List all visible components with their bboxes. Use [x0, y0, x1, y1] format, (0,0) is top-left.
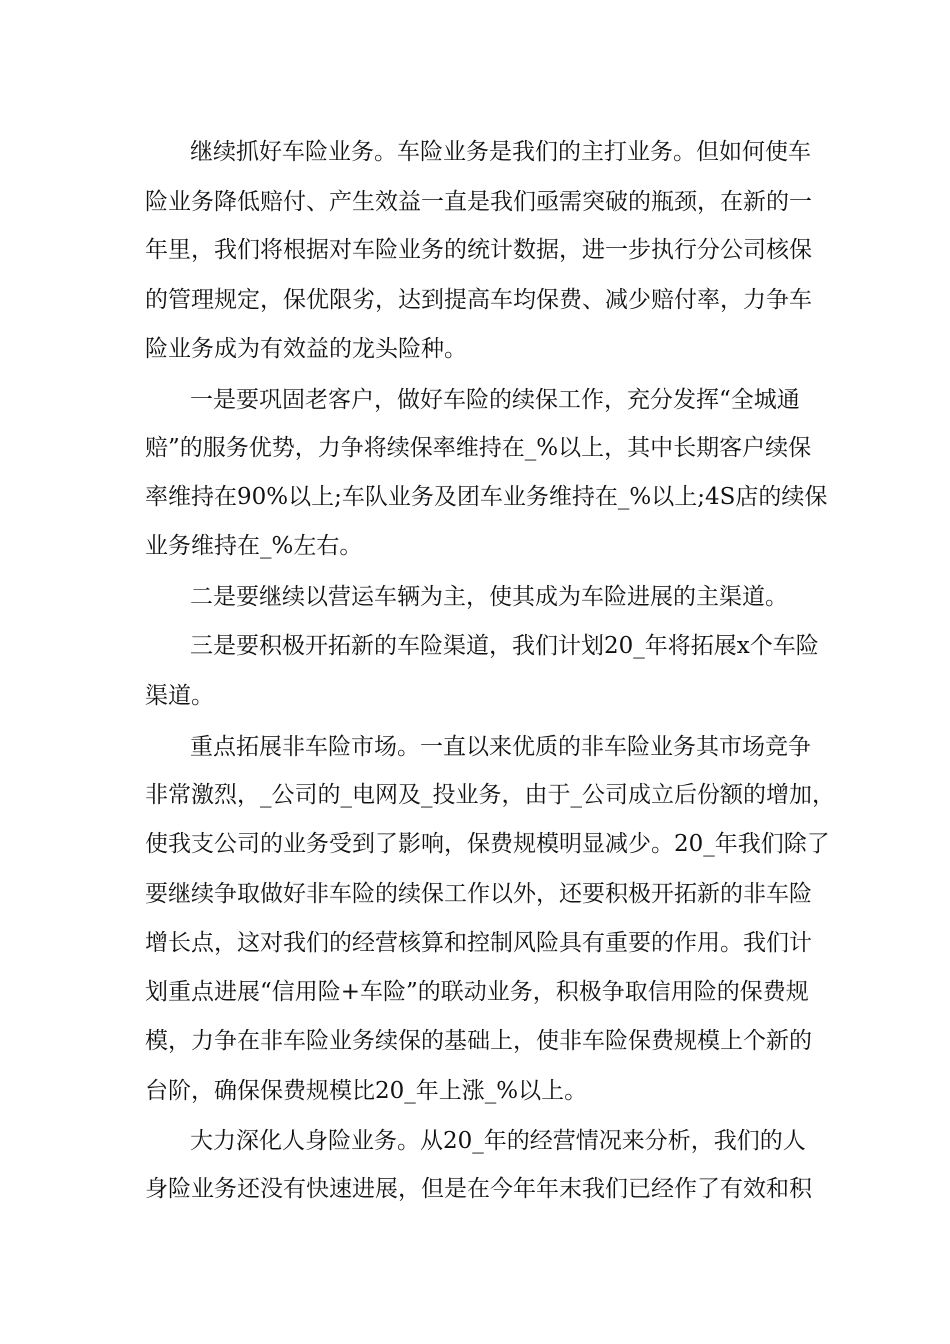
paragraph-6-line-2: 身险业务还没有快速进展，但是在今年年末我们已经作了有效和积 [145, 1176, 812, 1202]
paragraph-3-line-1: 二是要继续以营运车辆为主，使其成为车险进展的主渠道。 [190, 584, 788, 610]
paragraph-1-line-1: 继续抓好车险业务。车险业务是我们的主打业务。但如何使车 [190, 139, 811, 165]
paragraph-2-line-3: 率维持在90%以上;车队业务及团车业务维持在_%以上;4S店的续保 [145, 484, 828, 510]
paragraph-5-line-6: 划重点进展“信用险+车险”的联动业务，积极争取信用险的保费规 [145, 979, 809, 1005]
paragraph-5-line-3: 使我支公司的业务受到了影响，保费规模明显减少。20_年我们除了 [145, 831, 830, 857]
paragraph-6-line-1: 大力深化人身险业务。从20_年的经营情况来分析，我们的人 [190, 1128, 806, 1154]
paragraph-4-line-2: 渠道。 [145, 683, 214, 709]
paragraph-5-line-5: 增长点，这对我们的经营核算和控制风险具有重要的作用。我们计 [145, 930, 812, 956]
paragraph-1-line-2: 险业务降低赔付、产生效益一直是我们亟需突破的瓶颈，在新的一 [145, 189, 812, 215]
paragraph-5-line-8: 台阶，确保保费规模比20_年上涨_%以上。 [145, 1078, 588, 1104]
paragraph-4-line-1: 三是要积极开拓新的车险渠道，我们计划20_年将拓展x个车险 [190, 633, 819, 659]
paragraph-5-line-4: 要继续争取做好非车险的续保工作以外，还要积极开拓新的非车险 [145, 881, 812, 907]
paragraph-5-line-7: 模，力争在非车险业务续保的基础上，使非车险保费规模上个新的 [145, 1028, 812, 1054]
paragraph-2-line-2: 赔”的服务优势，力争将续保率维持在_%以上，其中长期客户续保 [145, 435, 812, 461]
paragraph-5-line-1: 重点拓展非车险市场。一直以来优质的非车险业务其市场竞争 [190, 734, 811, 760]
paragraph-2-line-1: 一是要巩固老客户，做好车险的续保工作，充分发挥“全城通 [190, 387, 800, 413]
paragraph-1-line-4: 的管理规定，保优限劣，达到提高车均保费、减少赔付率，力争车 [145, 287, 812, 313]
paragraph-1-line-5: 险业务成为有效益的龙头险种。 [145, 336, 467, 362]
paragraph-1-line-3: 年里，我们将根据对车险业务的统计数据，进一步执行分公司核保 [145, 237, 812, 263]
paragraph-2-line-4: 业务维持在_%左右。 [145, 533, 363, 559]
paragraph-5-line-2: 非常激烈，_公司的_电网及_投业务，由于_公司成立后份额的增加， [145, 782, 835, 808]
